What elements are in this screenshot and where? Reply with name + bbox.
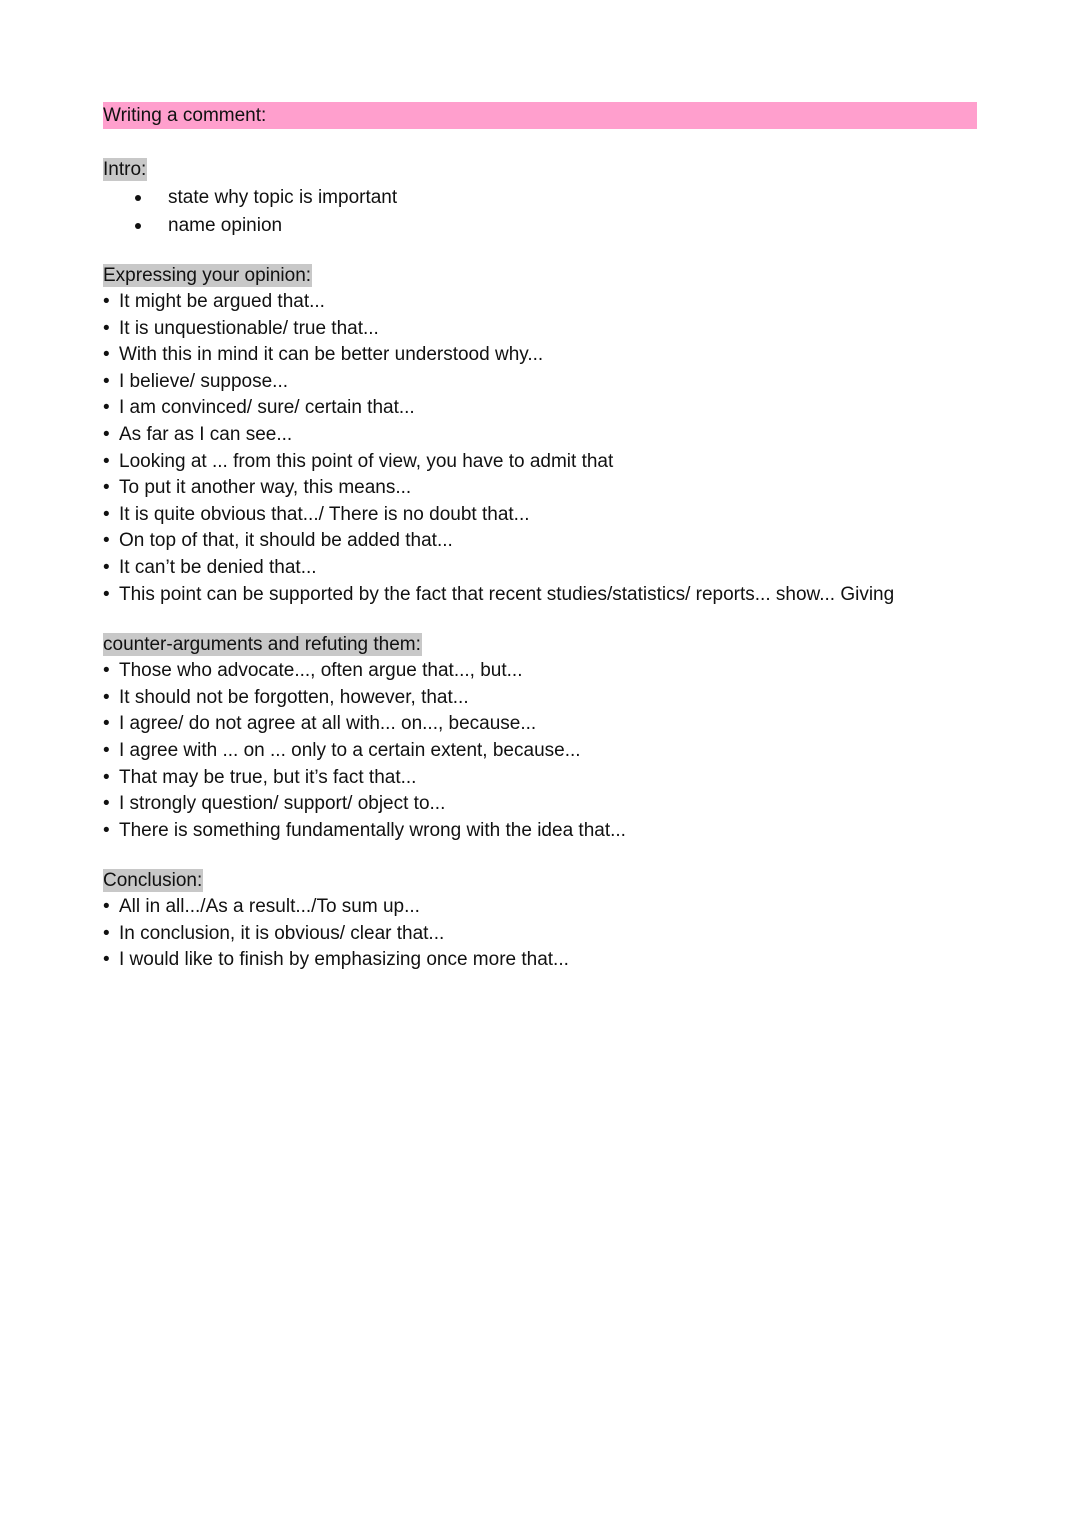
list-item: • All in all.../As a result.../To sum up... bbox=[103, 894, 977, 921]
list-item: • This point can be supported by the fact that recent studies/statistics/ reports... show... Giving bbox=[103, 582, 977, 609]
bullet-icon: • bbox=[103, 660, 110, 682]
bullet-icon: • bbox=[103, 686, 110, 708]
list-item: name opinion bbox=[103, 212, 977, 240]
list-item: • It should not be forgotten, however, that... bbox=[103, 685, 977, 712]
bullet-icon: • bbox=[103, 477, 110, 499]
bullet-icon: • bbox=[103, 583, 110, 605]
list-item: • It is unquestionable/ true that... bbox=[103, 316, 977, 343]
list-item: • It might be argued that... bbox=[103, 289, 977, 316]
intro-section bbox=[103, 158, 977, 240]
bullet-icon: • bbox=[103, 766, 110, 788]
bullet-icon: • bbox=[103, 344, 110, 366]
bullet-icon: • bbox=[103, 370, 110, 392]
conclusion-heading: Conclusion: bbox=[103, 870, 203, 892]
list-item: • Looking at ... from this point of view, you have to admit that bbox=[103, 449, 977, 476]
list-item: • There is something fundamentally wrong with the idea that... bbox=[103, 818, 977, 845]
list-item: • I would like to finish by emphasizing once more that... bbox=[103, 947, 977, 974]
list-item: • I agree/ do not agree at all with... on..., because... bbox=[103, 711, 977, 738]
opinion-list bbox=[103, 289, 977, 608]
opinion-section bbox=[103, 264, 977, 608]
list-item: • It is quite obvious that.../ There is no doubt that... bbox=[103, 502, 977, 529]
opinion-heading: Expressing your opinion: bbox=[103, 265, 312, 286]
list-item: • That may be true, but it’s fact that... bbox=[103, 765, 977, 792]
counter-section bbox=[103, 633, 977, 844]
bullet-icon bbox=[135, 195, 141, 201]
bullet-icon: • bbox=[103, 556, 110, 578]
bullet-icon: • bbox=[103, 922, 110, 944]
list-item: • I agree with ... on ... only to a certain extent, because... bbox=[103, 738, 977, 765]
list-item: • With this in mind it can be better understood why... bbox=[103, 342, 977, 369]
bullet-icon: • bbox=[103, 423, 110, 445]
list-item: • In conclusion, it is obvious/ clear that... bbox=[103, 921, 977, 948]
bullet-icon: • bbox=[103, 503, 110, 525]
bullet-icon: • bbox=[103, 317, 110, 339]
conclusion-list bbox=[103, 894, 977, 974]
document-title: Writing a comment: bbox=[103, 102, 977, 129]
bullet-icon bbox=[135, 223, 141, 229]
list-item: • Those who advocate..., often argue that..., but... bbox=[103, 658, 977, 685]
bullet-icon: • bbox=[103, 739, 110, 761]
list-item: • As far as I can see... bbox=[103, 422, 977, 449]
counter-heading: counter-arguments and refuting them: bbox=[103, 634, 421, 656]
bullet-icon: • bbox=[103, 793, 110, 815]
bullet-icon: • bbox=[103, 530, 110, 552]
bullet-icon: • bbox=[103, 450, 110, 472]
list-item: • I am convinced/ sure/ certain that... bbox=[103, 395, 977, 422]
intro-list bbox=[103, 184, 977, 240]
list-item: state why topic is important bbox=[103, 184, 977, 212]
bullet-icon: • bbox=[103, 713, 110, 735]
list-item: • On top of that, it should be added that... bbox=[103, 528, 977, 555]
bullet-icon: • bbox=[103, 291, 110, 312]
list-item: • To put it another way, this means... bbox=[103, 475, 977, 502]
bullet-icon: • bbox=[103, 896, 110, 918]
list-item: • I believe/ suppose... bbox=[103, 369, 977, 396]
counter-list bbox=[103, 658, 977, 844]
bullet-icon: • bbox=[103, 819, 110, 841]
intro-heading: Intro: bbox=[103, 159, 147, 180]
bullet-icon: • bbox=[103, 949, 110, 971]
conclusion-section bbox=[103, 869, 977, 974]
list-item: • I strongly question/ support/ object to... bbox=[103, 791, 977, 818]
bullet-icon: • bbox=[103, 397, 110, 419]
list-item: • It can’t be denied that... bbox=[103, 555, 977, 582]
